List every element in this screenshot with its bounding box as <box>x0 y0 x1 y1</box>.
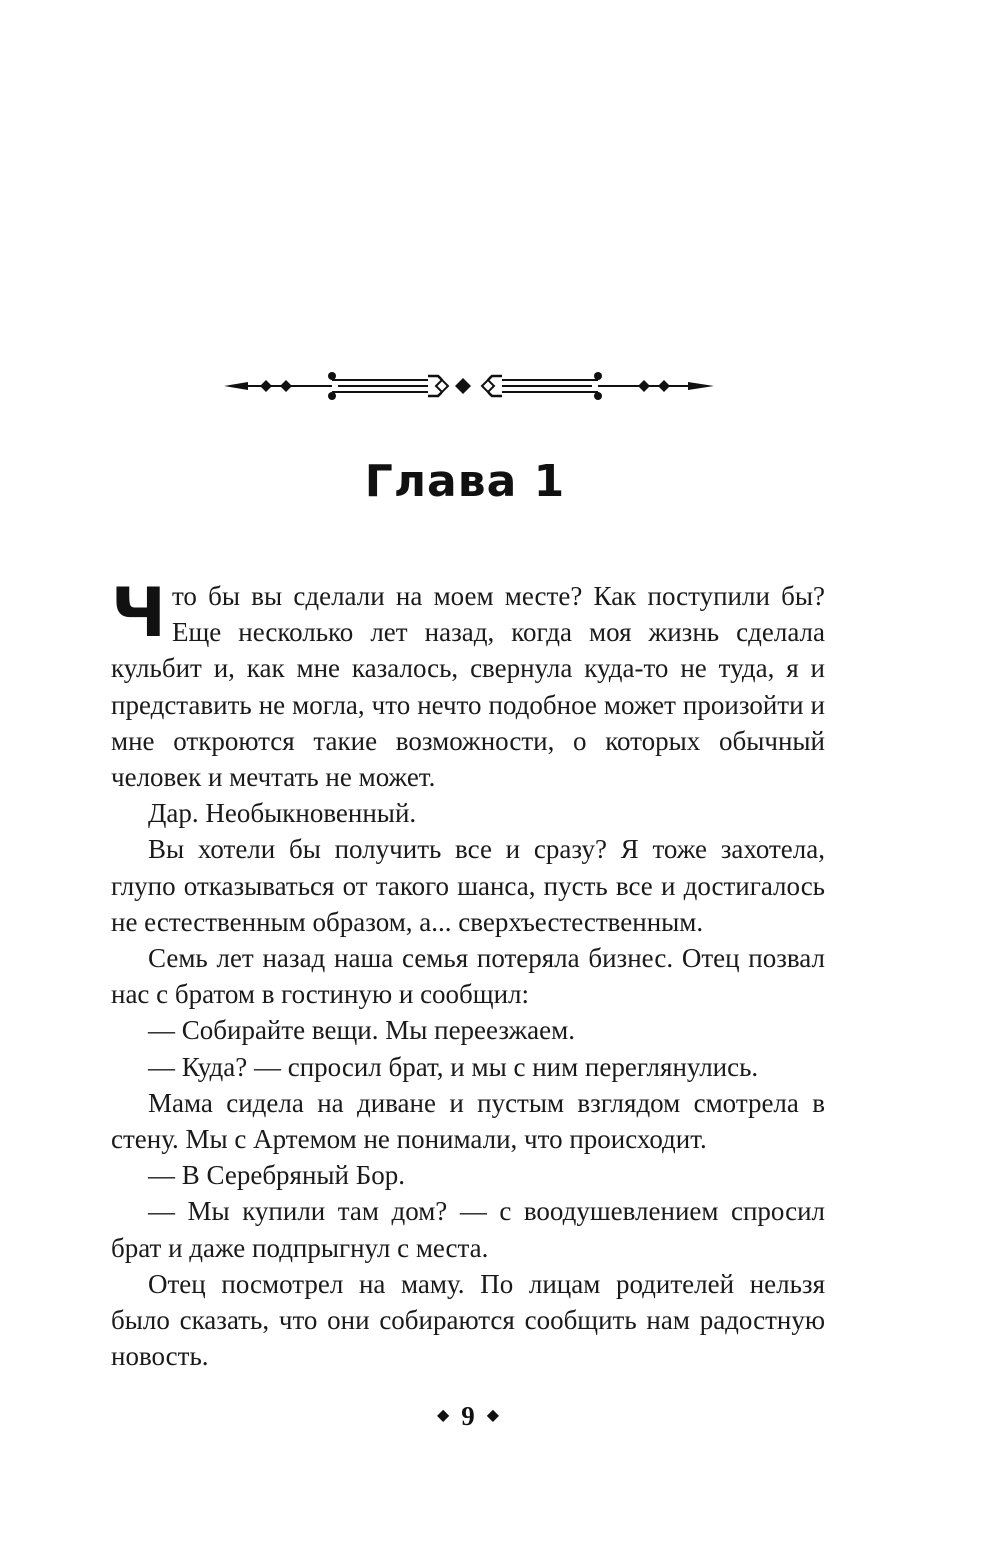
chapter-text <box>111 574 825 1374</box>
dialogue-line: — В Серебряный Бор. <box>148 1160 406 1191</box>
page-number: 9 <box>461 1401 475 1431</box>
chapter-ornament <box>222 366 716 406</box>
page-number-footer <box>0 1398 936 1437</box>
paragraph: Семь лет назад наша семья потеряла бизнес. Отец позвал нас с братом в гостиную и сообщил: <box>111 943 825 1010</box>
paragraph: Дар. Необыкновенный. <box>148 798 417 829</box>
dialogue-line: — Куда? — спросил брат, и мы с ним переглянулись. <box>148 1051 759 1082</box>
dialogue-line: — Мы купили там дом? — с воодушевлением спросил брат и даже подпрыгнул с места. <box>111 1196 825 1263</box>
dialogue-line: — Собирайте вещи. Мы переезжаем. <box>148 1015 575 1046</box>
paragraph: Что бы вы сделали на моем месте? Как поступили бы? Еще несколько лет назад, когда моя жизнь сделала кульбит и, как мне казалось, свернула куда-то не туда, я и представить не могла, что нечто подобное может произойти и мне откроются такие возможности, о которых обычный человек и мечтать не может. <box>111 574 825 793</box>
paragraph: Вы хотели бы получить все и сразу? Я тоже захотела, глупо отказываться от такого шанса, пусть все и достигалось не естественным образом, а... сверхъестественным. <box>111 834 825 937</box>
paragraph: Мама сидела на диване и пустым взглядом смотрела в стену. Мы с Артемом не понимали, что происходит. <box>111 1087 825 1155</box>
chapter-title: Глава 1 <box>364 456 566 507</box>
diamond-bullet-icon: ◆ <box>486 1406 500 1424</box>
drop-cap: Ч <box>111 574 166 653</box>
paragraph: Отец посмотрел на маму. По лицам родителей нельзя было сказать, что они собираются сообщить нам радостную новость. <box>111 1268 825 1372</box>
diamond-bullet-icon: ◆ <box>436 1406 450 1424</box>
